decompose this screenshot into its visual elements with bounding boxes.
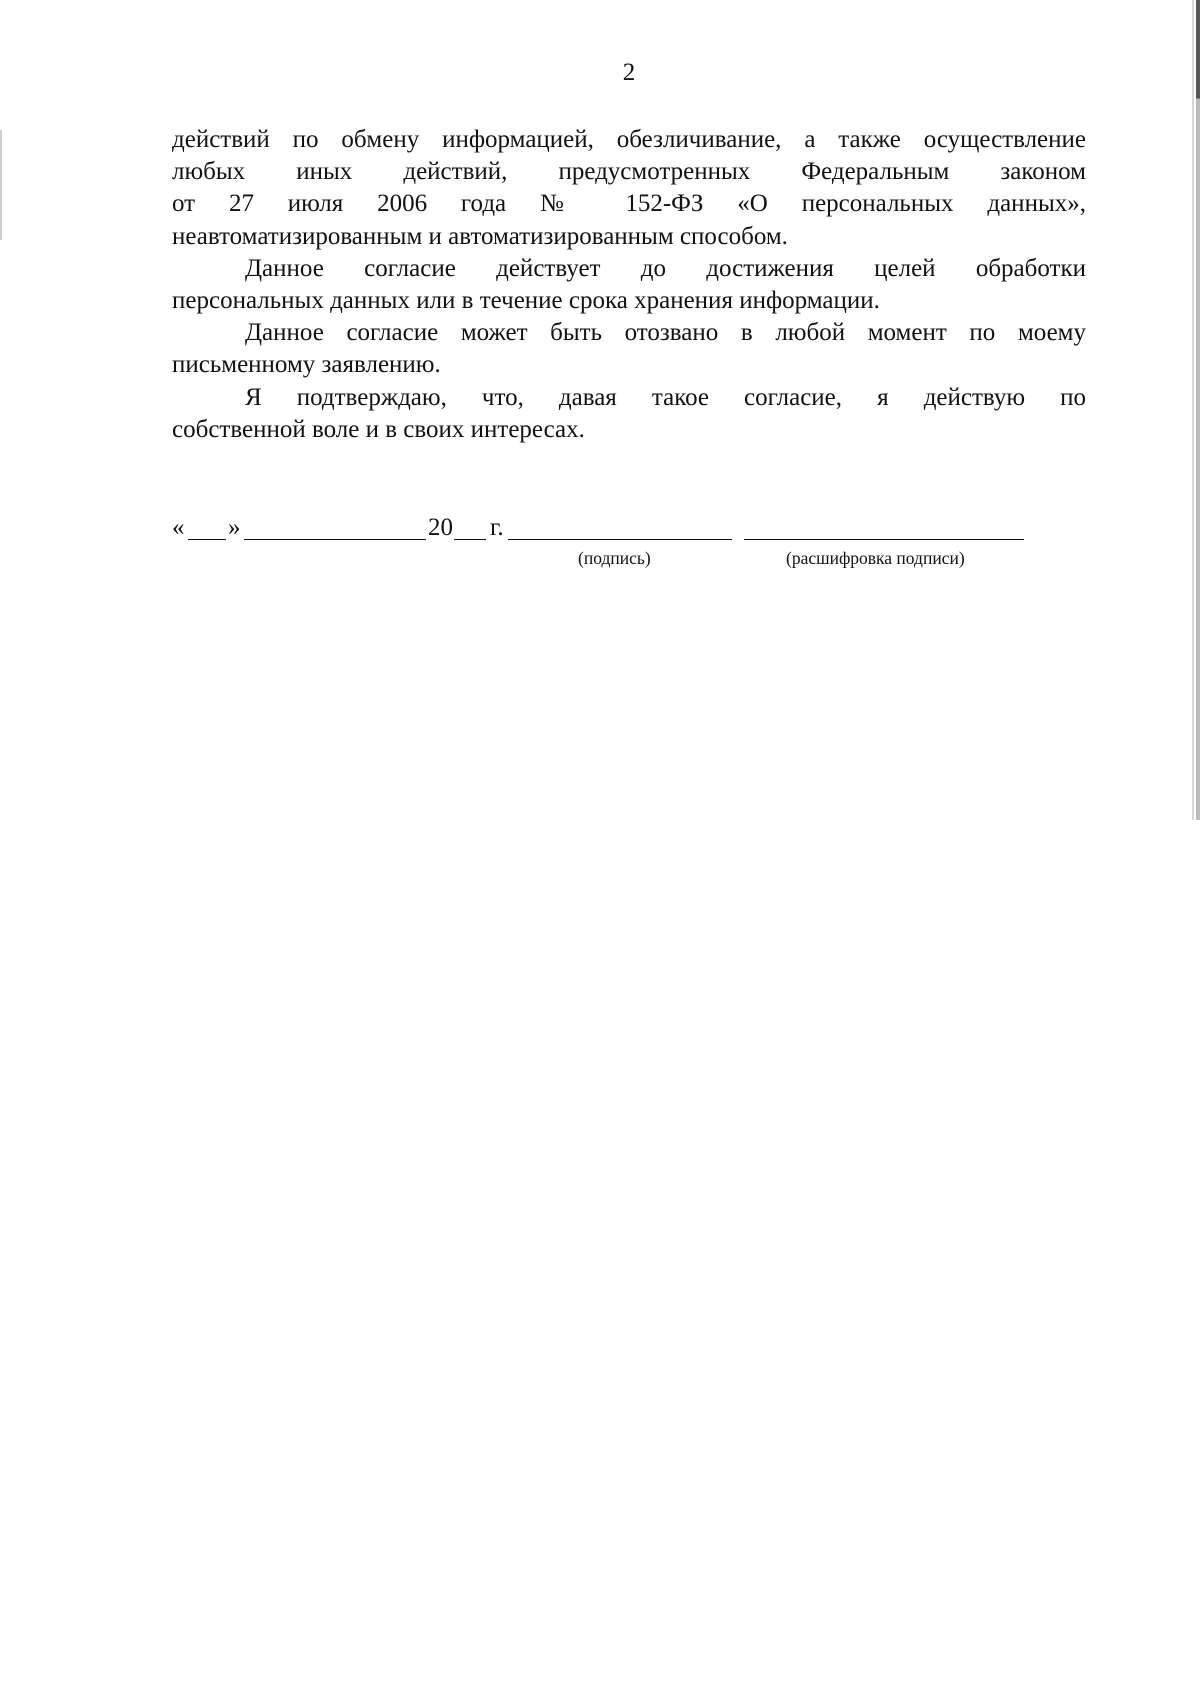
day-blank[interactable] <box>188 513 226 540</box>
paragraph-consent-withdrawal <box>172 317 1086 381</box>
scan-margin-mark-left <box>0 130 2 240</box>
signature-row <box>172 513 1032 547</box>
month-blank[interactable] <box>244 513 426 540</box>
text-line: от 27 июля 2006 года № 152-ФЗ «О персональных данных», <box>172 190 1086 218</box>
text-line: любых иных действий, предусмотренных Федеральным законом <box>172 158 1086 186</box>
text-line: письменному заявлению. <box>172 351 441 379</box>
date-close-quote: » <box>228 514 241 541</box>
text-line: Данное согласие действует до достижения целей обработки <box>245 254 1086 282</box>
scan-margin-mark-right-inner <box>1192 0 1194 820</box>
year-blank[interactable] <box>454 513 486 540</box>
signature-blank[interactable] <box>508 513 732 540</box>
year-suffix: г. <box>490 514 504 541</box>
date-open-quote: « <box>172 514 185 541</box>
text-line: собственной воле и в своих интересах. <box>172 415 585 443</box>
signature-decoding-blank[interactable] <box>744 513 1024 540</box>
paragraph-free-will <box>172 382 1086 446</box>
paragraph-processing-actions <box>172 124 1086 253</box>
text-line: Данное согласие может быть отозвано в любой момент по моему <box>245 319 1086 347</box>
text-line: Я подтверждаю, что, давая такое согласие, я действую по <box>245 383 1086 411</box>
text-line: действий по обмену информацией, обезличивание, а также осуществление <box>172 126 1086 153</box>
text-line: неавтоматизированным и автоматизированным способом. <box>172 222 788 250</box>
year-prefix: 20 <box>428 514 453 541</box>
scan-margin-mark-right <box>1196 0 1200 820</box>
signature-decoding-caption: (расшифровка подписи) <box>786 548 965 568</box>
document-body <box>172 124 1086 446</box>
signature-caption: (подпись) <box>578 548 651 568</box>
text-line: персональных данных или в течение срока хранения информации. <box>172 287 880 315</box>
paragraph-consent-duration <box>172 253 1086 317</box>
page-number: 2 <box>622 59 636 86</box>
